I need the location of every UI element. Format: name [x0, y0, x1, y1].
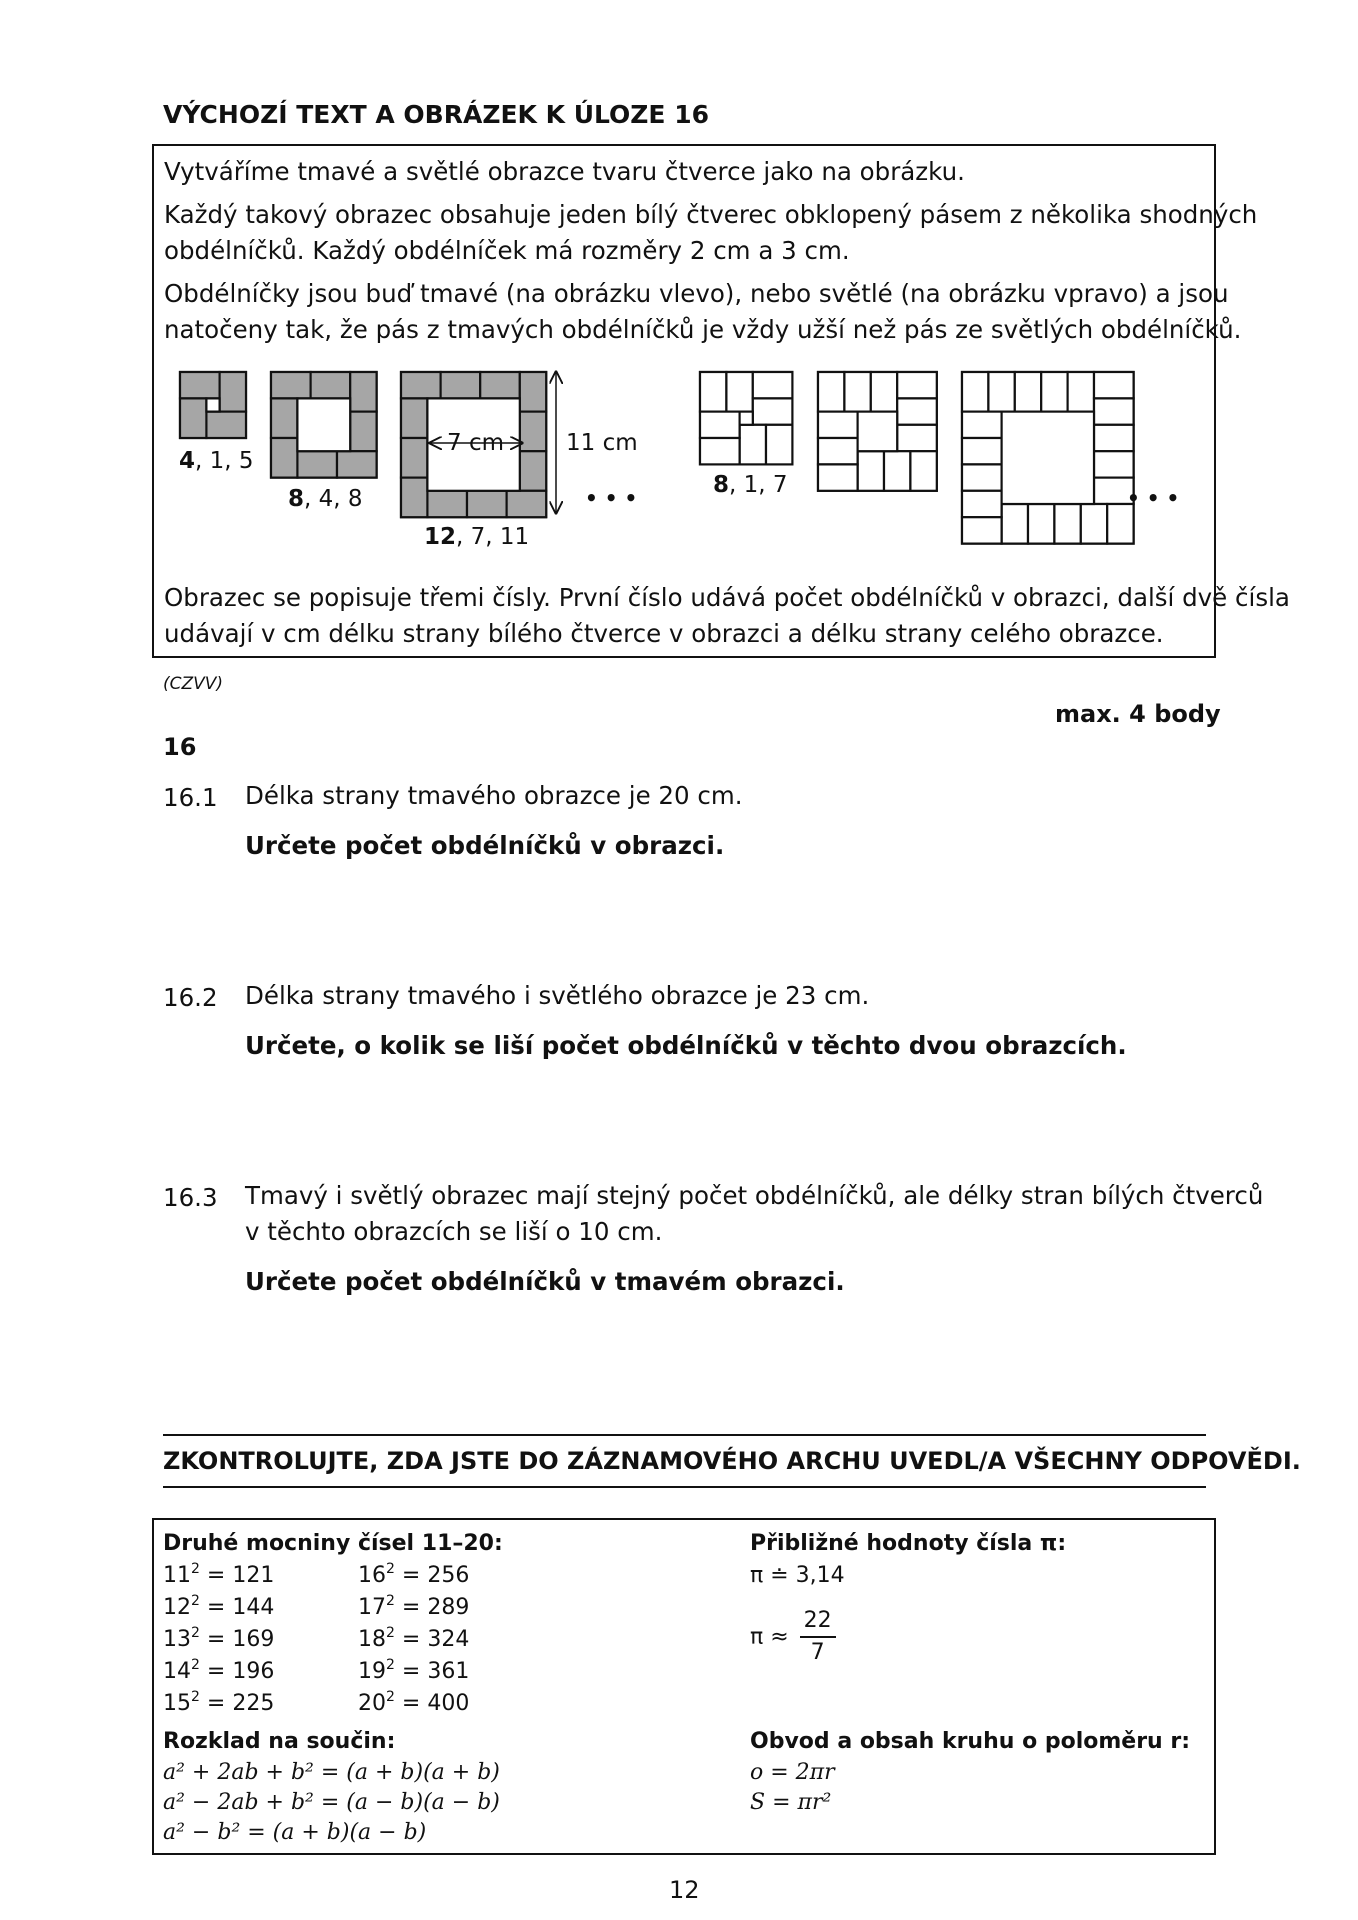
notice-rule-bottom — [163, 1486, 1206, 1488]
rectangle-tile — [180, 372, 220, 398]
rectangle-tile — [220, 372, 246, 412]
square-11: $11^2 = 121$ — [163, 1561, 275, 1588]
white-square — [206, 398, 219, 411]
white-square — [1002, 412, 1094, 504]
light-pattern-16-4-10 — [818, 372, 937, 491]
light-pattern-8-1-7 — [700, 372, 792, 464]
source-label: (CZVV) — [163, 674, 224, 694]
rectangle-tile — [962, 412, 1002, 438]
white-square — [740, 412, 753, 425]
question-text-16-1: Délka strany tmavého obrazce je 20 cm. — [245, 781, 743, 810]
rectangle-tile — [206, 412, 246, 438]
ellipsis-light: • • • — [1127, 486, 1180, 510]
max-points: max. 4 body — [1055, 700, 1221, 728]
rectangle-tile — [1094, 425, 1134, 451]
square-17: $17^2 = 289$ — [358, 1593, 470, 1620]
rectangle-tile — [766, 425, 792, 465]
intro-paragraph-3-line-1: Obdélníčky jsou buď tmavé (na obrázku vlevo), nebo světlé (na obrázku vpravo) a jsou — [164, 279, 1229, 308]
rectangle-tile — [962, 517, 1002, 543]
rectangle-tile — [818, 438, 858, 464]
rectangle-tile — [350, 412, 376, 452]
rectangle-tile — [520, 372, 546, 412]
square-20: $20^2 = 400$ — [358, 1689, 470, 1716]
rectangle-tile — [401, 478, 427, 518]
intro-paragraph-4-line-1: Obrazec se popisuje třemi čísly. První číslo udává počet obdélníčků v obrazci, další dvě čísla — [164, 583, 1290, 612]
question-task-16-3: Určete počet obdélníčků v tmavém obrazci. — [245, 1267, 845, 1296]
rectangle-tile — [520, 412, 546, 452]
question-text-16-2: Délka strany tmavého i světlého obrazce je 23 cm. — [245, 981, 870, 1010]
white-square — [858, 412, 898, 452]
rectangle-tile — [700, 412, 740, 438]
rectangle-tile — [700, 438, 740, 464]
rectangle-tile — [1094, 451, 1134, 477]
rectangle-tile — [311, 372, 351, 398]
check-notice: ZKONTROLUJTE, ZDA JSTE DO ZÁZNAMOVÉHO ARCHU UVEDL/A VŠECHNY ODPOVĚDI. — [163, 1447, 1301, 1475]
question-text-16-3-line-1: Tmavý i světlý obrazec mají stejný počet obdélníčků, ale délky stran bílých čtverců — [245, 1181, 1264, 1210]
circle-title: Obvod a obsah kruhu o poloměru r: — [750, 1729, 1191, 1754]
square-18: $18^2 = 324$ — [358, 1625, 470, 1652]
square-14: $14^2 = 196$ — [163, 1657, 275, 1684]
rectangle-tile — [818, 412, 858, 438]
rectangle-tile — [988, 372, 1014, 412]
rectangle-tile — [818, 372, 844, 412]
circle-perimeter: o = 2πr — [750, 1760, 835, 1785]
question-task-16-1: Určete počet obdélníčků v obrazci. — [245, 831, 725, 860]
intro-paragraph-4-line-2: udávají v cm délku strany bílého čtverce v obrazci a délku strany celého obrazce. — [164, 619, 1164, 648]
rectangle-tile — [1041, 372, 1067, 412]
square-19: $19^2 = 361$ — [358, 1657, 470, 1684]
pi-title: Přibližné hodnoty čísla π: — [750, 1531, 1067, 1556]
label-pattern-4: 8, 1, 7 — [713, 472, 788, 498]
patterns-figure — [0, 0, 1358, 600]
intro-paragraph-2-line-1: Každý takový obrazec obsahuje jeden bílý čtverec obklopený pásem z několika shodných — [164, 200, 1258, 229]
rectangle-tile — [1028, 504, 1054, 544]
rectangle-tile — [962, 438, 1002, 464]
rectangle-tile — [753, 372, 793, 398]
rectangle-tile — [1054, 504, 1080, 544]
rectangle-tile — [753, 398, 793, 424]
dimension-outer-label: 11 cm — [566, 430, 638, 456]
rectangle-tile — [401, 398, 427, 438]
page-number: 12 — [669, 1876, 700, 1904]
intro-paragraph-1: Vytváříme tmavé a světlé obrazce tvaru čtverce jako na obrázku. — [164, 157, 965, 186]
rectangle-tile — [350, 372, 376, 412]
question-number-16-3: 16.3 — [163, 1183, 218, 1212]
rectangle-tile — [297, 451, 337, 477]
rectangle-tile — [520, 451, 546, 491]
label-pattern-2: 8, 4, 8 — [288, 486, 363, 512]
squares-title: Druhé mocniny čísel 11–20: — [163, 1531, 503, 1556]
rectangle-tile — [962, 491, 1002, 517]
rectangle-tile — [858, 451, 884, 491]
rectangle-tile — [337, 451, 377, 477]
label-pattern-3: 12, 7, 11 — [424, 524, 530, 550]
rectangle-tile — [844, 372, 870, 412]
rectangle-tile — [962, 464, 1002, 490]
rectangle-tile — [818, 464, 858, 490]
rectangle-tile — [884, 451, 910, 491]
factor-line-2: a² − 2ab + b² = (a − b)(a − b) — [163, 1790, 500, 1815]
factor-title: Rozklad na součin: — [163, 1729, 396, 1754]
rectangle-tile — [1094, 372, 1134, 398]
factor-line-3: a² − b² = (a + b)(a − b) — [163, 1820, 427, 1845]
intro-paragraph-2-line-2: obdélníčků. Každý obdélníček má rozměry 2 cm a 3 cm. — [164, 236, 850, 265]
pi-value-fraction: π ≈ $\frac{22}{7}$ — [750, 1606, 836, 1668]
dark-pattern-4-1-5 — [180, 372, 246, 438]
rectangle-tile — [1002, 504, 1028, 544]
factor-line-1: a² + 2ab + b² = (a + b)(a + b) — [163, 1760, 500, 1785]
rectangle-tile — [401, 438, 427, 478]
dark-pattern-8-4-8 — [271, 372, 377, 478]
square-12: $12^2 = 144$ — [163, 1593, 275, 1620]
rectangle-tile — [1068, 372, 1094, 412]
rectangle-tile — [271, 438, 297, 478]
rectangle-tile — [271, 372, 311, 398]
rectangle-tile — [441, 372, 481, 398]
question-task-16-2: Určete, o kolik se liší počet obdélníčků v těchto dvou obrazcích. — [245, 1031, 1127, 1060]
rectangle-tile — [480, 372, 520, 398]
rectangle-tile — [871, 372, 897, 412]
question-number-16-1: 16.1 — [163, 783, 218, 812]
rectangle-tile — [910, 451, 936, 491]
rectangle-tile — [897, 372, 937, 398]
section-heading: VÝCHOZÍ TEXT A OBRÁZEK K ÚLOZE 16 — [163, 100, 709, 129]
label-pattern-1: 4, 1, 5 — [179, 448, 254, 474]
intro-paragraph-3-line-2: natočeny tak, že pás z tmavých obdélníčků je vždy užší než pás ze světlých obdélníčků. — [164, 315, 1242, 344]
white-square — [297, 398, 350, 451]
circle-area: S = πr² — [750, 1790, 832, 1815]
square-13: $13^2 = 169$ — [163, 1625, 275, 1652]
notice-rule-top — [163, 1434, 1206, 1436]
rectangle-tile — [897, 398, 937, 424]
rectangle-tile — [962, 372, 988, 412]
dimension-inner-label: 7 cm — [447, 430, 504, 456]
ellipsis-dark: • • • — [585, 486, 638, 510]
rectangle-tile — [1081, 504, 1107, 544]
rectangle-tile — [271, 398, 297, 438]
rectangle-tile — [427, 491, 467, 517]
rectangle-tile — [401, 372, 441, 398]
question-number-16-2: 16.2 — [163, 983, 218, 1012]
pi-value-decimal: π ≐ 3,14 — [750, 1563, 845, 1588]
rectangle-tile — [726, 372, 752, 412]
rectangle-tile — [740, 425, 766, 465]
rectangle-tile — [897, 425, 937, 451]
rectangle-tile — [467, 491, 507, 517]
task-number: 16 — [163, 733, 197, 761]
rectangle-tile — [507, 491, 547, 517]
rectangle-tile — [180, 398, 206, 438]
light-pattern-24-7-13 — [962, 372, 1134, 544]
rectangle-tile — [700, 372, 726, 412]
rectangle-tile — [1094, 398, 1134, 424]
rectangle-tile — [1015, 372, 1041, 412]
square-15: $15^2 = 225$ — [163, 1689, 275, 1716]
square-16: $16^2 = 256$ — [358, 1561, 470, 1588]
question-text-16-3-line-2: v těchto obrazcích se liší o 10 cm. — [245, 1217, 663, 1246]
